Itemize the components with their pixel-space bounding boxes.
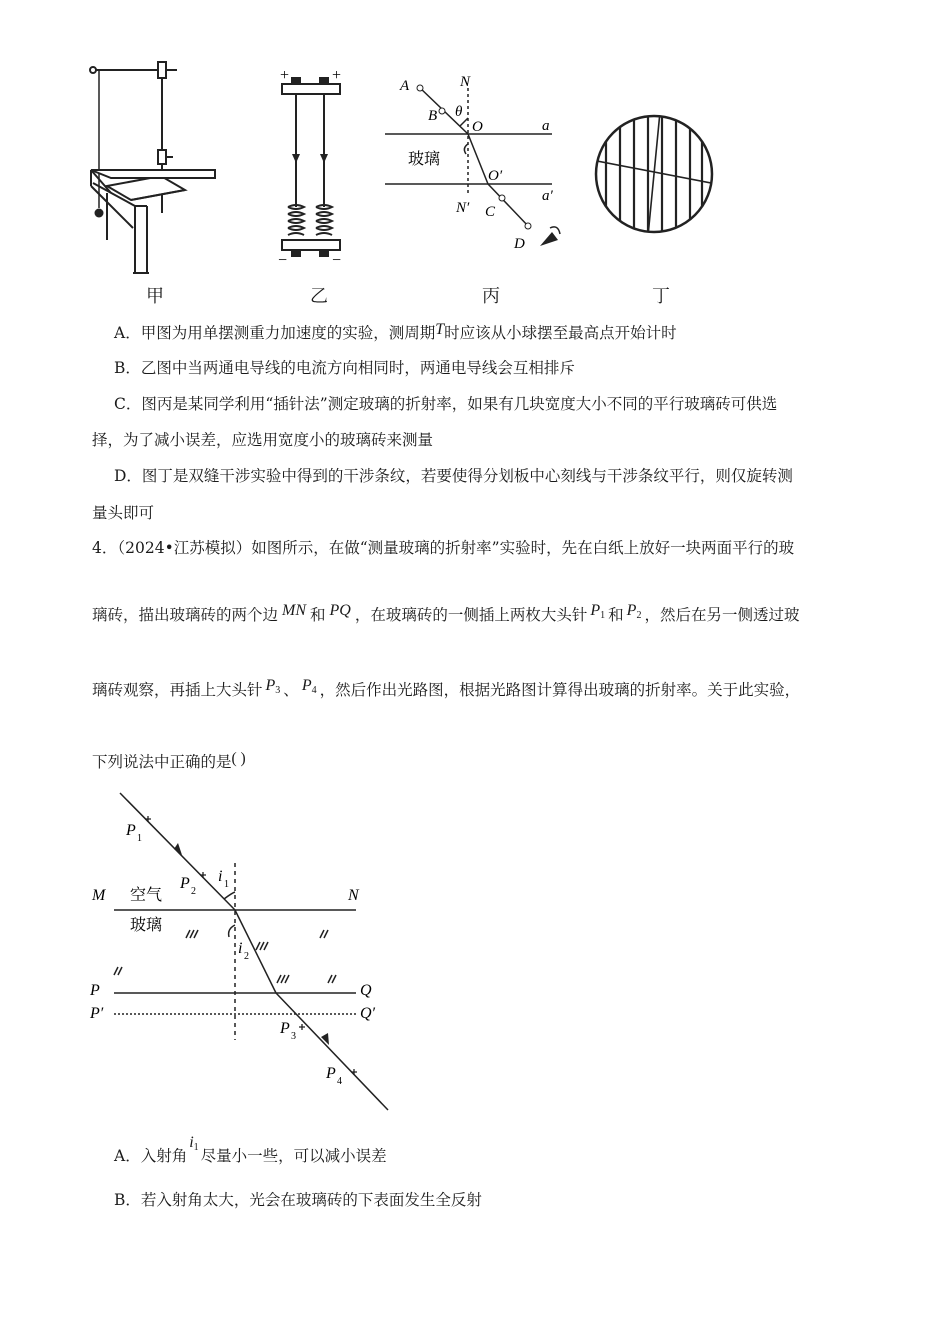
figure-yi-parallel-wires [270,62,355,267]
q4-l3b: ，然后作出光路图，根据光路图计算得出玻璃的折射率。关于此实验， [319,681,801,699]
plus-left: + [280,67,290,84]
label-i1: i [218,868,223,885]
label-N-prime: N′ [456,200,470,216]
q4-l3a: 璃砖观察，再插上大头针 [92,681,263,699]
q4-a-post: 尽量小一些，可以减小误差 [200,1147,387,1165]
label-A: A [400,78,410,94]
q4-source: （2024•江苏模拟） [117,539,252,557]
q4-l2a: 璃砖，描出玻璃砖的两个边 [92,606,279,624]
label-glass: 玻璃 [408,151,441,168]
q4-line2 [92,602,800,631]
label-P4: P [326,1065,336,1082]
label-M: M [92,887,106,904]
q4-dun: 、 [283,681,299,699]
figure-q4-glass-slab [86,785,396,1115]
q3-a-sym: T [435,321,445,338]
q4-line1 [92,538,794,558]
caption-bing: 丙 [482,286,500,307]
label-P4-sub: 4 [337,1076,342,1087]
q3-option-d-line2: 量头即可 [92,504,155,522]
caption-ding: 丁 [652,286,670,307]
label-P3: P [280,1020,290,1037]
q4-number: 4． [92,539,118,557]
label-Q: Q [360,982,372,999]
label-P2: P [180,875,190,892]
q4-pq: PQ [329,602,351,619]
q4-line3 [92,677,801,706]
label-glass: 玻璃 [130,917,163,934]
q4-he2: 和 [608,606,624,624]
label-B: B [428,108,438,124]
q4-line4 [92,752,246,773]
pendulum-bob [95,209,104,218]
q4-a-sym: $i_1$ [189,1134,199,1153]
q4-option-a [114,1134,387,1172]
q4-paren: ( ) [231,750,246,767]
label-air: 空气 [130,887,163,904]
q4-p3: $P_3$ [265,677,281,696]
label-P1: P [126,822,136,839]
q4-option-b: B．若入射角太大，光会在玻璃砖的下表面发生全反射 [114,1191,482,1209]
q4-l2c: ，然后在另一侧透过玻 [644,606,800,624]
label-P-prime: P′ [90,1005,104,1022]
figure-jia-pendulum [85,58,225,278]
q4-he1: 和 [310,606,326,624]
minus-right: − [332,252,342,267]
q4-p4: $P_4$ [301,677,317,696]
q4-p1: $P_1$ [590,602,606,621]
q3-option-c-line1: C．图丙是某同学利用“插针法”测定玻璃的折射率，如果有几块宽度大小不同的平行玻璃砖可供选 [114,395,778,413]
q3-a-post: 时应该从小球摆至最高点开始计时 [444,324,677,342]
q3-option-d-line1: D．图丁是双缝干涉实验中得到的干涉条纹，若要使得分划板中心刻线与干涉条纹平行，则仅旋转测 [114,467,793,485]
label-N: N [348,887,359,904]
label-O-prime: O′ [488,168,503,184]
label-Q-prime: Q′ [360,1005,376,1022]
figure-bing-refraction [380,66,580,256]
q3-a-pre: A．甲图为用单摆测重力加速度的实验，测周期 [114,324,436,342]
caption-yi: 乙 [310,286,328,307]
label-a: a [542,118,550,134]
q4-a-pre: A．入射角 [114,1147,188,1165]
label-P3-sub: 3 [291,1031,296,1042]
q4-l4: 下列说法中正确的是 [92,753,232,771]
label-P: P [90,982,100,999]
label-O: O [472,119,483,135]
label-P1-sub: 1 [137,833,142,844]
label-P2-sub: 2 [191,886,196,897]
minus-left: − [278,252,288,267]
q3-option-a [114,323,677,344]
label-i2: i [238,940,243,957]
q3-option-c-line2: 择，为了减小误差，应选用宽度小的玻璃砖来测量 [92,431,434,449]
label-i1-sub: 1 [224,879,229,890]
figure-ding-fringes [592,112,716,236]
q4-l1: 如图所示，在做“测量玻璃的折射率”实验时，先在白纸上放好一块两面平行的玻 [251,539,795,557]
q4-mn: MN [282,602,307,619]
label-D: D [514,236,525,252]
q4-p2: $P_2$ [626,602,642,621]
label-a-prime: a′ [542,188,553,204]
label-C: C [485,204,496,220]
label-theta: θ [455,104,463,120]
plus-right: + [332,67,342,84]
q4-l2b: ，在玻璃砖的一侧插上两枚大头针 [354,606,588,624]
q3-option-b: B．乙图中当两通电导线的电流方向相同时，两通电导线会互相排斥 [114,359,575,377]
label-i2-sub: 2 [244,951,249,962]
label-N: N [460,74,471,90]
caption-jia: 甲 [146,286,164,307]
